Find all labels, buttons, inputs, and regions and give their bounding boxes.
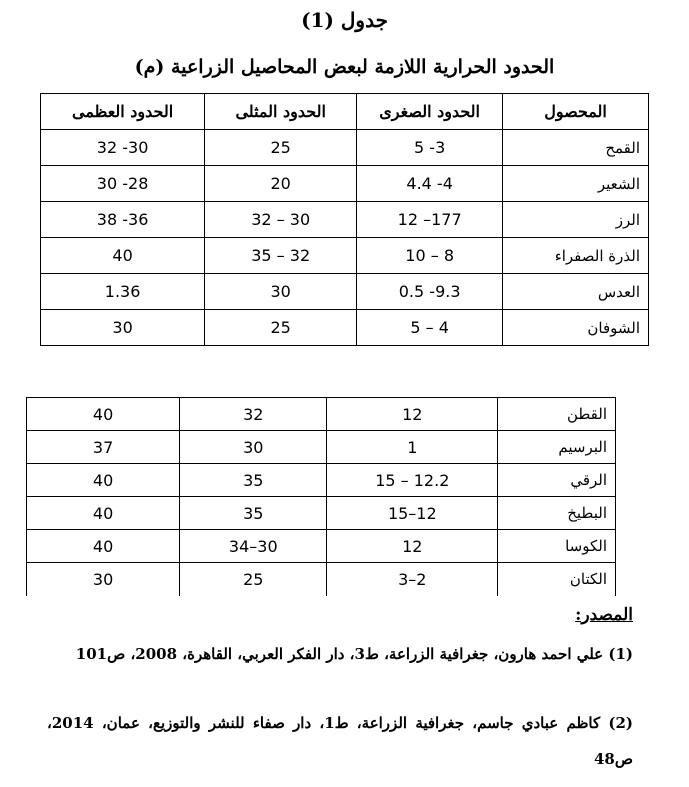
min-cell: 12 [327,530,498,563]
source-heading: المصدر: [575,605,633,625]
table-row [27,563,616,596]
max-cell: 30 [27,563,180,596]
table-row [41,166,649,202]
optimal-cell: 30 [205,274,357,310]
max-cell: 40 [27,530,180,563]
optimal-cell: 32 [180,398,327,431]
optimal-cell: 30–34 [180,530,327,563]
min-cell: 12 [327,398,498,431]
reference-1: (1) علي احمد هارون، جغرافية الزراعة، ط3، دار الفكر العربي، القاهرة، 2008، ص101 [75,645,633,663]
min-cell: 9.3- 0.5 [357,274,503,310]
table-row [27,464,616,497]
max-cell: 40 [41,238,205,274]
max-cell: 40 [27,398,180,431]
table-caption-number: جدول (1) [301,8,388,32]
crop-cell: الشعير [503,166,649,202]
min-cell: 12–15 [327,497,498,530]
crop-cell: الرز [503,202,649,238]
table-row [27,530,616,563]
table-row [27,431,616,464]
temperature-table-2 [26,397,616,596]
min-cell: 4- 4.4 [357,166,503,202]
header-crop: المحصول [503,94,649,130]
crop-cell: الكتان [498,563,616,596]
temperature-table-1 [40,93,649,346]
optimal-cell: 25 [205,130,357,166]
optimal-cell: 35 [180,464,327,497]
max-cell: 1.36 [41,274,205,310]
crop-cell: الرقي [498,464,616,497]
optimal-cell: 20 [205,166,357,202]
table-row [41,310,649,346]
table-row [41,202,649,238]
max-cell: 40 [27,464,180,497]
min-cell: 177– 12 [357,202,503,238]
optimal-cell: 32 – 35 [205,238,357,274]
crop-cell: القمح [503,130,649,166]
table-header-row [41,94,649,130]
max-cell: 40 [27,497,180,530]
optimal-cell: 35 [180,497,327,530]
min-cell: 8 – 10 [357,238,503,274]
crop-cell: العدس [503,274,649,310]
table-row [41,238,649,274]
crop-cell: القطن [498,398,616,431]
header-max: الحدود العظمى [41,94,205,130]
header-optimal: الحدود المثلى [205,94,357,130]
table-caption-title: الحدود الحرارية اللازمة لبعض المحاصيل الزراعية (م) [134,56,555,78]
min-cell: 12.2 – 15 [327,464,498,497]
max-cell: 36- 38 [41,202,205,238]
min-cell: 1 [327,431,498,464]
max-cell: 30 [41,310,205,346]
header-min: الحدود الصغرى [357,94,503,130]
reference-2: (2) كاظم عبادي جاسم، جغرافية الزراعة، ط1، دار صفاء للنشر والتوزيع، عمان، 2014، ص48 [47,714,633,768]
crop-cell: الشوفان [503,310,649,346]
optimal-cell: 30 – 32 [205,202,357,238]
optimal-cell: 25 [180,563,327,596]
max-cell: 30- 32 [41,130,205,166]
optimal-cell: 25 [205,310,357,346]
optimal-cell: 30 [180,431,327,464]
min-cell: 3- 5 [357,130,503,166]
table-row [27,398,616,431]
crop-cell: البرسيم [498,431,616,464]
crop-cell: الذرة الصفراء [503,238,649,274]
crop-cell: البطيخ [498,497,616,530]
table-row [41,274,649,310]
min-cell: 4 – 5 [357,310,503,346]
max-cell: 37 [27,431,180,464]
table-row [27,497,616,530]
table-row [41,130,649,166]
min-cell: 2–3 [327,563,498,596]
max-cell: 28- 30 [41,166,205,202]
crop-cell: الكوسا [498,530,616,563]
